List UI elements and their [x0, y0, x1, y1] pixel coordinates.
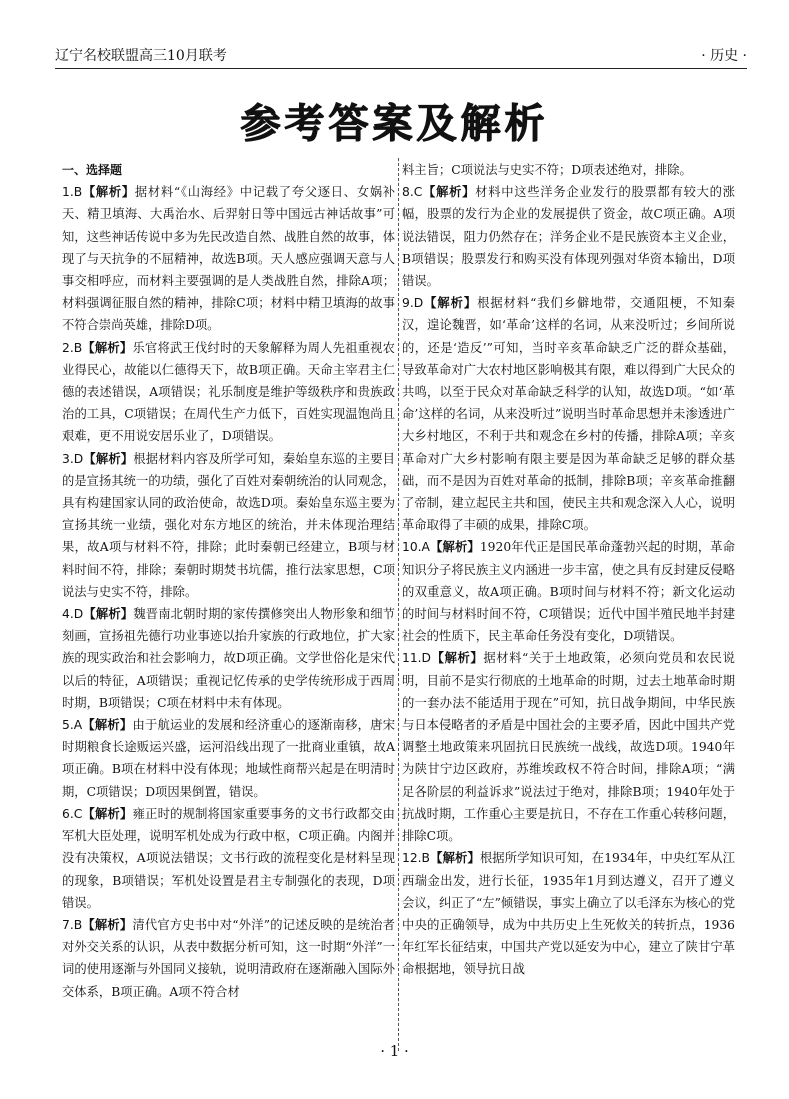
answer-item-1: 1.B【解析】据材料“《山海经》中记载了夸父逐日、女娲补天、精卫填海、大禹治水、后羿射日等中国远古神话故事”可知，这些神话传说中多为先民改造自然、战胜自然的故事，体现了与天抗争的不屈精神，故选B项。天人感应强调天意与人事交相呼应，而材料主要强调的是人类战胜自然，排除A项；材料强调征服自然的精神，排除C项；材料中精卫填海的故事不符合崇尚英雄，排除D项。 [62, 185, 395, 333]
right-column [402, 159, 735, 981]
page-header [55, 42, 747, 68]
left-column [62, 159, 395, 1003]
answer-item-12: 12.B【解析】根据所学知识可知，在1934年，中央红军从江西瑞金出发，进行长征，1935年1月到达遵义，召开了遵义会议，纠正了“左”倾错误，事实上确立了以毛泽东为核心的党中央的正确领导，成为中共历史上生死攸关的转折点，1936年红军长征结束，中国共产党以延安为中心，建立了陕甘宁革命根据地，领导抗日战 [402, 851, 735, 977]
answer-item-3: 3.D【解析】根据材料内容及所学可知，秦始皇东巡的主要目的是宣扬其统一的功绩，强化了百姓对秦朝统治的认同观念，具有构建国家认同的政治使命，故选D项。秦始皇东巡主要为宣扬其统一业绩，强化对东方地区的统治，并未体现治理结果，故A项与材料不符，排除；此时秦朝已经建立，B项与材料时间不符，排除；秦朝时期焚书坑儒，推行法家思想，C项说法与史实不符，排除。 [62, 451, 395, 599]
answer-item-8: 8.C【解析】材料中这些洋务企业发行的股票都有较大的涨幅，股票的发行为企业的发展提供了资金，故C项正确。A项说法错误，阻力仍然存在；洋务企业不是民族资本主义企业，B项错误；股票发行和购买没有体现列强对华资本输出，D项错误。 [402, 185, 735, 289]
answer-item-6: 6.C【解析】雍正时的规制将国家重要事务的文书行政都交由军机大臣处理，说明军机处成为行政中枢，C项正确。内阁并没有决策权，A项说法错误；文书行政的流程变化是材料呈现的现象，B项错误；军机处设置是君主专制强化的表现，D项错误。 [62, 806, 395, 910]
page-title: 参考答案及解析 [240, 101, 549, 147]
exam-name: 辽宁名校联盟高三10月联考 [55, 48, 227, 64]
column-divider [398, 158, 399, 1051]
answer-item-7: 7.B【解析】清代官方史书中对“外洋”的记述反映的是统治者对外交关系的认识，从表中数据分析可知，这一时期“外洋”一词的使用逐渐与外国同义接轨，说明清政府在逐渐融入国际外交体系，B项正确。A项不符合材 [62, 917, 395, 999]
answer-item-11: 11.D【解析】据材料“关于土地政策，必须向党员和农民说明，目前不是实行彻底的土地革命的时期，过去土地革命时期的一套办法不能适用于现在”可知，抗日战争期间，中华民族与日本侵略者的矛盾是中国社会的主要矛盾，因此中国共产党调整土地政策来巩固抗日民族统一战线，故选D项。1940年为陕甘宁边区政府，苏维埃政权不符合时间，排除A项；“满足各阶层的利益诉求”说法过于绝对，排除B项；1940年处于抗战时期，工作重心主要是抗日，不存在工作重心转移问题，排除C项。 [402, 651, 735, 844]
answer-item-9: 9.D【解析】根据材料“我们乡僻地带，交通阻梗，不知秦汉，遑论魏晋，如‘革命’这样的名词，从来没听过；乡间所说的，还是‘造反’”可知，当时辛亥革命缺乏广泛的群众基础，导致革命对广大农村地区影响极其有限，难以得到广大民众的共鸣，以至于民众对革命缺乏科学的认知，故选D项。“如‘革命’这样的名词，从来没听过”说明当时革命思想并未渗透进广大乡村地区，不利于共和观念在乡村的传播，排除A项；辛亥革命对广大乡村影响有限主要是因为革命缺乏足够的群众基础，而不是因为百姓对革命的抵制，排除B项；辛亥革命推翻了帝制，建立起民主共和国，使民主共和观念深入人心，说明革命取得了丰硕的成果，排除C项。 [402, 296, 735, 533]
answer-item-4: 4.D【解析】魏晋南北朝时期的家传撰修突出人物形象和细节刻画，宣扬祖先德行功业事迹以抬升家族的行政地位，扩大家族的现实政治和社会影响力，故D项正确。文学世俗化是宋代以后的特征，A项错误；重视记忆传承的史学传统形成于西周时期，B项错误；C项在材料中未有体现。 [62, 607, 395, 710]
answer-item-5: 5.A【解析】由于航运业的发展和经济重心的逐渐南移，唐宋时期粮食长途贩运兴盛，运河沿线出现了一批商业重镇，故A项正确。B项在材料中没有体现；地域性商帮兴起是在明清时期，C项错误；D项因果倒置，错误。 [62, 718, 395, 799]
section-heading: 一、选择题 [62, 163, 123, 177]
answer-item-2: 2.B【解析】乐官将武王伐纣时的天象解释为周人先祖重视农业得民心，故能以仁德得天下，故B项正确。天命主宰君主仁德的表述错误，A项错误；礼乐制度是维护等级秩序和贵族政治的工具，C项错误；在周代生产力低下，百姓实现温饱尚且艰难，更不用说安居乐业了，D项错误。 [62, 340, 395, 444]
page-number: · 1 · [380, 1042, 409, 1060]
answer-item-10: 10.A【解析】1920年代正是国民革命蓬勃兴起的时期，革命知识分子将民族主义内涵进一步丰富，使之具有反封建反侵略的双重意义，故A项正确。B项时间与材料不符；新文化运动的时间与材料时间不符，C项错误；近代中国半殖民地半封建社会的性质下，民主革命任务没有变化，D项错误。 [402, 540, 735, 644]
answer-item-7-continued: 料主旨；C项说法与史实不符；D项表述绝对，排除。 [402, 163, 692, 177]
header-rule [55, 68, 747, 69]
subject-label: · 历史 · [701, 48, 747, 64]
